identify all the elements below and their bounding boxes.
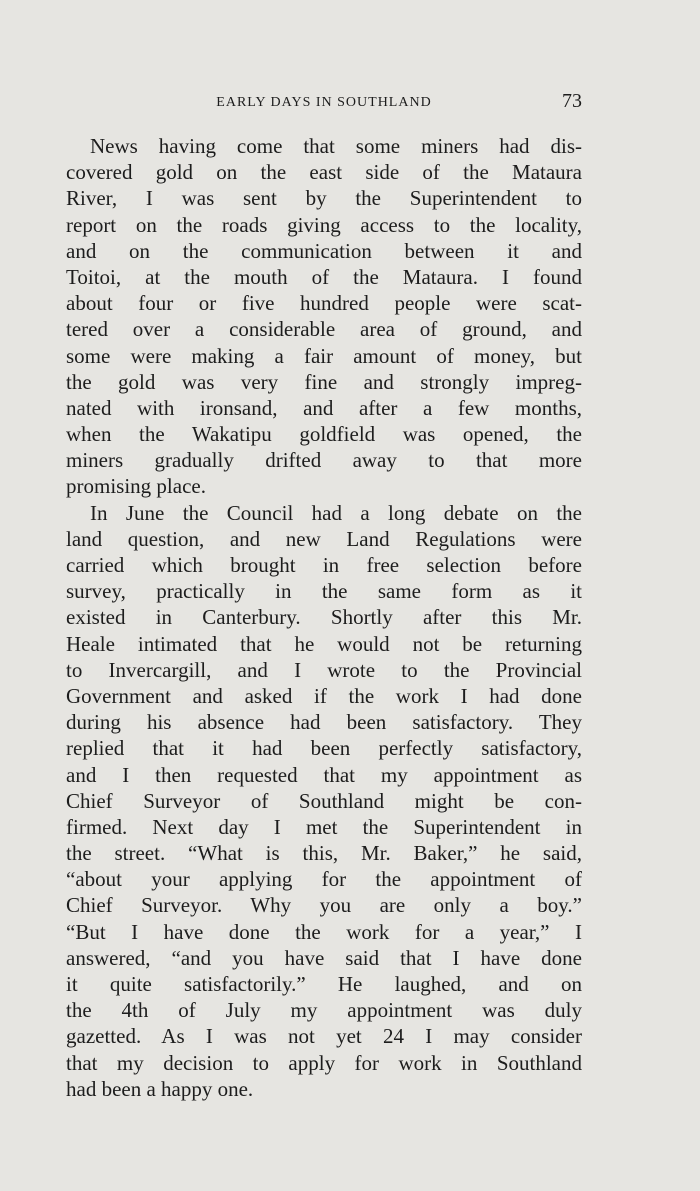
paragraph-miners: [66, 133, 582, 500]
running-head: [66, 88, 582, 118]
page-number: 73: [562, 90, 582, 112]
text-line: promising place.: [66, 474, 206, 499]
text-line: and I then requested that my appointment as: [66, 762, 582, 787]
text-line: In June the Council had a long debate on the: [90, 500, 582, 525]
text-line: survey, practically in the same form as it: [66, 579, 582, 604]
text-line: the 4th of July my appointment was duly: [66, 998, 582, 1023]
text-line: to Invercargill, and I wrote to the Provincial: [66, 657, 582, 682]
text-line: land question, and new Land Regulations were: [66, 526, 582, 551]
text-line: Chief Surveyor of Southland might be con-: [66, 788, 582, 813]
text-line: River, I was sent by the Superintendent to: [66, 186, 582, 211]
text-line: that my decision to apply for work in Southland: [66, 1050, 582, 1075]
text-line: and on the communication between it and: [66, 238, 582, 263]
running-title: EARLY DAYS IN SOUTHLAND: [216, 95, 432, 110]
text-line: Chief Surveyor. Why you are only a boy.”: [66, 893, 582, 918]
body-text: [66, 133, 582, 1102]
text-line: miners gradually drifted away to that more: [66, 448, 582, 473]
text-line: had been a happy one.: [66, 1076, 254, 1101]
text-line: some were making a fair amount of money, but: [66, 343, 582, 368]
text-line: gazetted. As I was not yet 24 I may consider: [66, 1024, 582, 1049]
text-line: about four or five hundred people were scat-: [66, 291, 582, 316]
paragraph-council: [66, 500, 582, 1102]
text-line: “But I have done the work for a year,” I: [66, 919, 582, 944]
text-line: nated with ironsand, and after a few months,: [66, 395, 582, 420]
text-line: Toitoi, at the mouth of the Mataura. I found: [66, 264, 582, 289]
text-line: Heale intimated that he would not be returning: [66, 631, 582, 656]
text-line: News having come that some miners had dis-: [90, 134, 582, 158]
text-line: during his absence had been satisfactory. They: [66, 710, 582, 735]
text-line: replied that it had been perfectly satisfactory,: [66, 736, 582, 761]
text-line: existed in Canterbury. Shortly after this Mr.: [66, 605, 582, 630]
text-line: the street. “What is this, Mr. Baker,” he said,: [66, 841, 582, 866]
text-line: report on the roads giving access to the locality,: [66, 212, 582, 237]
text-line: when the Wakatipu goldfield was opened, the: [66, 422, 582, 447]
text-line: it quite satisfactorily.” He laughed, and on: [66, 972, 582, 996]
text-line: “about your applying for the appointment of: [66, 867, 582, 892]
text-line: answered, “and you have said that I have done: [66, 945, 582, 970]
text-line: firmed. Next day I met the Superintendent in: [66, 814, 582, 839]
text-line: carried which brought in free selection before: [66, 553, 582, 577]
text-line: Government and asked if the work I had done: [66, 683, 582, 708]
text-line: covered gold on the east side of the Mataura: [66, 160, 582, 185]
text-line: tered over a considerable area of ground, and: [66, 317, 582, 342]
text-line: the gold was very fine and strongly impreg-: [66, 369, 582, 394]
